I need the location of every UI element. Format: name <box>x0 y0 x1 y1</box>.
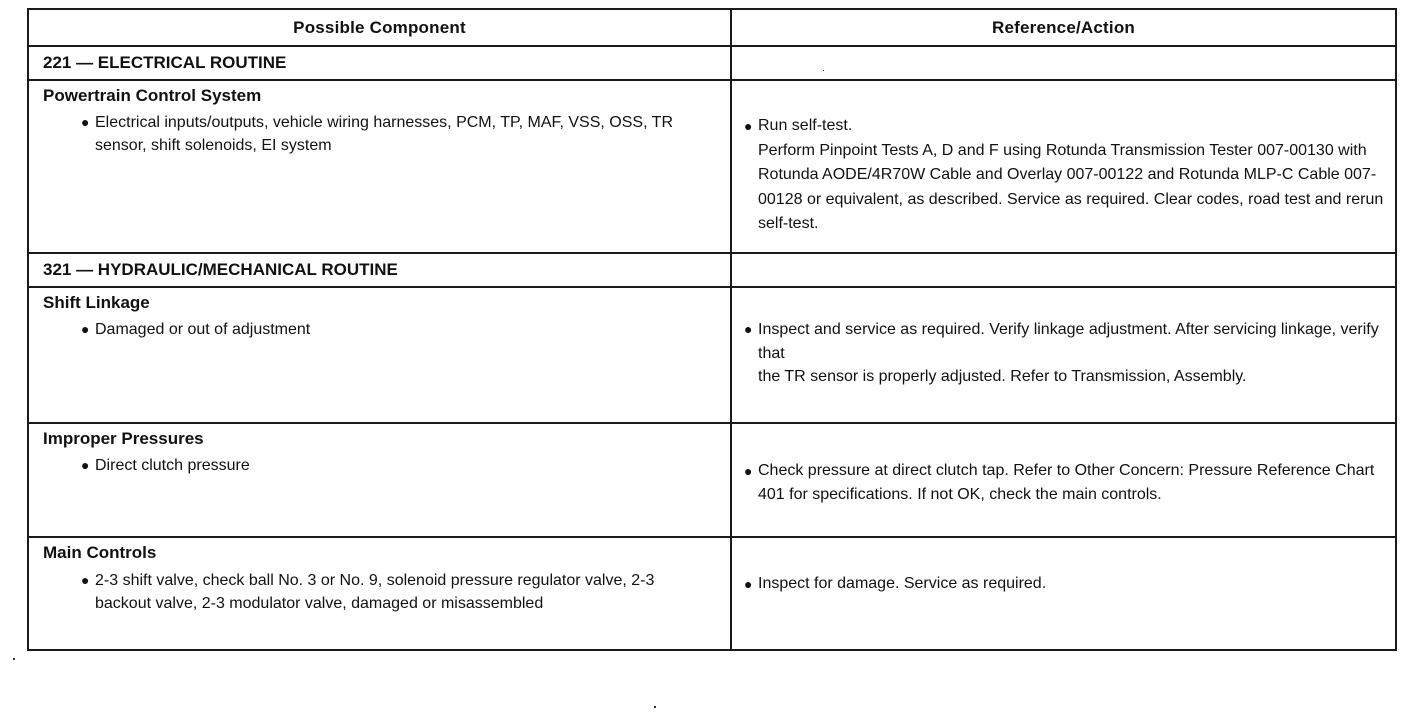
component-cell-shift-linkage <box>28 287 731 423</box>
bullet-icon: ● <box>81 114 90 130</box>
action-cell-powertrain <box>731 80 1396 253</box>
action-item-shift-linkage <box>744 318 1385 389</box>
component-text-improper-pressures: Direct clutch pressure <box>95 457 250 474</box>
action-cell-shift-linkage <box>731 287 1396 423</box>
bullet-icon: ● <box>81 321 90 337</box>
action-text-main-controls: Inspect for damage. Service as required. <box>758 575 1047 592</box>
routine-row-hydraulic <box>28 253 1396 287</box>
scan-speck <box>654 706 656 708</box>
table-row-improper-pressures <box>28 423 1396 537</box>
scan-speck <box>13 658 15 660</box>
component-cell-improper-pressures <box>28 423 731 537</box>
scan-speck <box>823 70 824 71</box>
section-title-powertrain: Powertrain Control System <box>43 86 262 105</box>
bullet-icon: ● <box>744 576 753 592</box>
component-text-main-controls: 2-3 shift valve, check ball No. 3 or No. 9, solenoid pressure regulator valve, 2-3 backout valve, 2-3 modulator valve, damaged or misassembled <box>95 572 655 612</box>
routine-electrical-label: 221 — ELECTRICAL ROUTINE <box>28 46 731 80</box>
action-item-main-controls <box>744 572 1385 597</box>
action-text-powertrain-extra: Perform Pinpoint Tests A, D and F using Rotunda Transmission Tester 007-00130 with Rotunda AODE/4R70W Cable and Overlay 007-00122 and Rotunda MLP-C Cable 007-00128 or equivalent, as described. Service as required. Clear codes, road test and rerun self-test. <box>758 141 1384 232</box>
table-row-main-controls <box>28 537 1396 650</box>
table-row-powertrain <box>28 80 1396 253</box>
action-cell-main-controls <box>731 537 1396 650</box>
component-item-powertrain <box>81 111 710 157</box>
action-text-improper-pressures: Check pressure at direct clutch tap. Refer to Other Concern: Pressure Reference Chart 401 for specifications. If not OK, check the main controls. <box>758 462 1375 503</box>
action-text-shift-linkage: Inspect and service as required. Verify linkage adjustment. After servicing linkage, verify that <box>758 321 1379 362</box>
table-row-shift-linkage <box>28 287 1396 423</box>
diagnostic-table <box>27 8 1397 651</box>
component-text-powertrain: Electrical inputs/outputs, vehicle wiring harnesses, PCM, TP, MAF, VSS, OSS, TR sensor, shift solenoids, EI system <box>95 114 674 154</box>
component-text-shift-linkage: Damaged or out of adjustment <box>95 321 311 338</box>
section-title-improper-pressures: Improper Pressures <box>43 429 204 448</box>
action-text-powertrain: Run self-test. <box>758 117 853 134</box>
action-item-improper-pressures <box>744 459 1385 507</box>
routine-row-electrical <box>28 46 1396 80</box>
bullet-icon: ● <box>81 457 90 473</box>
bullet-icon: ● <box>744 118 753 134</box>
header-reference-action: Reference/Action <box>731 9 1396 46</box>
header-row <box>28 9 1396 46</box>
bullet-icon: ● <box>744 321 753 337</box>
component-cell-main-controls <box>28 537 731 650</box>
action-item-powertrain <box>744 114 1385 237</box>
section-title-shift-linkage: Shift Linkage <box>43 293 150 312</box>
component-item-improper-pressures <box>81 454 710 477</box>
routine-hydraulic-empty-cell <box>731 253 1396 287</box>
action-cell-improper-pressures <box>731 423 1396 537</box>
component-item-main-controls <box>81 569 710 615</box>
routine-hydraulic-label: 321 — HYDRAULIC/MECHANICAL ROUTINE <box>28 253 731 287</box>
section-title-main-controls: Main Controls <box>43 543 157 562</box>
component-cell-powertrain <box>28 80 731 253</box>
bullet-icon: ● <box>744 463 753 479</box>
header-possible-component: Possible Component <box>28 9 731 46</box>
routine-electrical-empty-cell <box>731 46 1396 80</box>
bullet-icon: ● <box>81 572 90 588</box>
component-item-shift-linkage <box>81 318 710 341</box>
action-text-shift-linkage-extra: the TR sensor is properly adjusted. Refer to Transmission, Assembly. <box>758 368 1247 385</box>
